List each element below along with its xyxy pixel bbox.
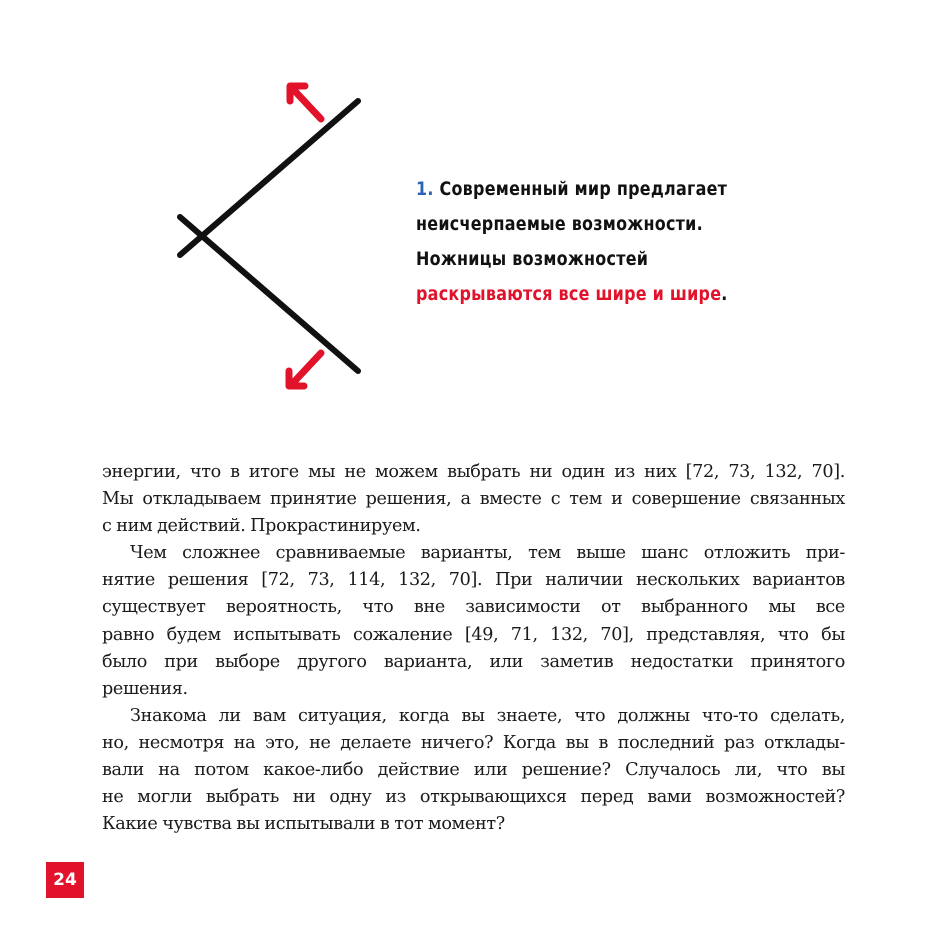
caption-number: 1. xyxy=(416,178,434,200)
body-line: нятие решения [72, 73, 114, 132, 70]. При наличии нескольких вариантов xyxy=(102,570,845,591)
body-text xyxy=(102,459,845,838)
body-line: энергии, что в итоге мы не можем выбрать ни один из них [72, 73, 132, 70]. xyxy=(102,462,845,482)
body-line: Мы откладываем принятие решения, а вместе с тем и совершение связанных xyxy=(102,489,845,510)
scissors-blade-upper xyxy=(180,101,358,255)
body-line: существует вероятность, что вне зависимости от выбранного мы все xyxy=(102,597,845,618)
body-line: Какие чувства вы испытывали в тот момент? xyxy=(102,814,505,835)
body-line: решения. xyxy=(102,678,188,699)
body-line: Чем сложнее сравниваемые варианты, тем выше шанс отложить при- xyxy=(130,543,845,564)
arrow-down-left-icon xyxy=(289,353,321,386)
caption-highlight: раскрываются все шире и шире xyxy=(416,283,722,305)
open-scissors-icon xyxy=(170,75,370,405)
body-line: с ним действий. Прокрастинируем. xyxy=(102,516,421,537)
caption-line-3: Ножницы возможностей xyxy=(416,248,649,270)
body-line: Знакома ли вам ситуация, когда вы знаете, что должны что-то сделать, xyxy=(130,705,845,726)
body-line: не могли выбрать ни одну из открывающихся перед вами возможностей? xyxy=(102,787,845,808)
body-line: равно будем испытывать сожаление [49, 71, 132, 70], представляя, что бы xyxy=(102,624,845,645)
figure-caption xyxy=(416,172,752,312)
arrow-up-left-icon xyxy=(290,86,321,119)
body-line: было при выборе другого варианта, или заметив недостатки принятого xyxy=(102,651,845,672)
body-line: вали на потом какое-либо действие или решение? Случалось ли, что вы xyxy=(102,760,845,781)
caption-line-2: неисчерпаемые возможности. xyxy=(416,213,703,235)
caption-line-1: 1. Современный мир предлагает xyxy=(416,178,728,200)
body-line: но, несмотря на это, не делаете ничего? Когда вы в последний раз отклады- xyxy=(102,732,845,753)
scissors-blade-lower xyxy=(180,217,358,371)
caption-line-4: раскрываются все шире и шире. xyxy=(416,283,728,305)
page-number: 24 xyxy=(46,862,84,898)
